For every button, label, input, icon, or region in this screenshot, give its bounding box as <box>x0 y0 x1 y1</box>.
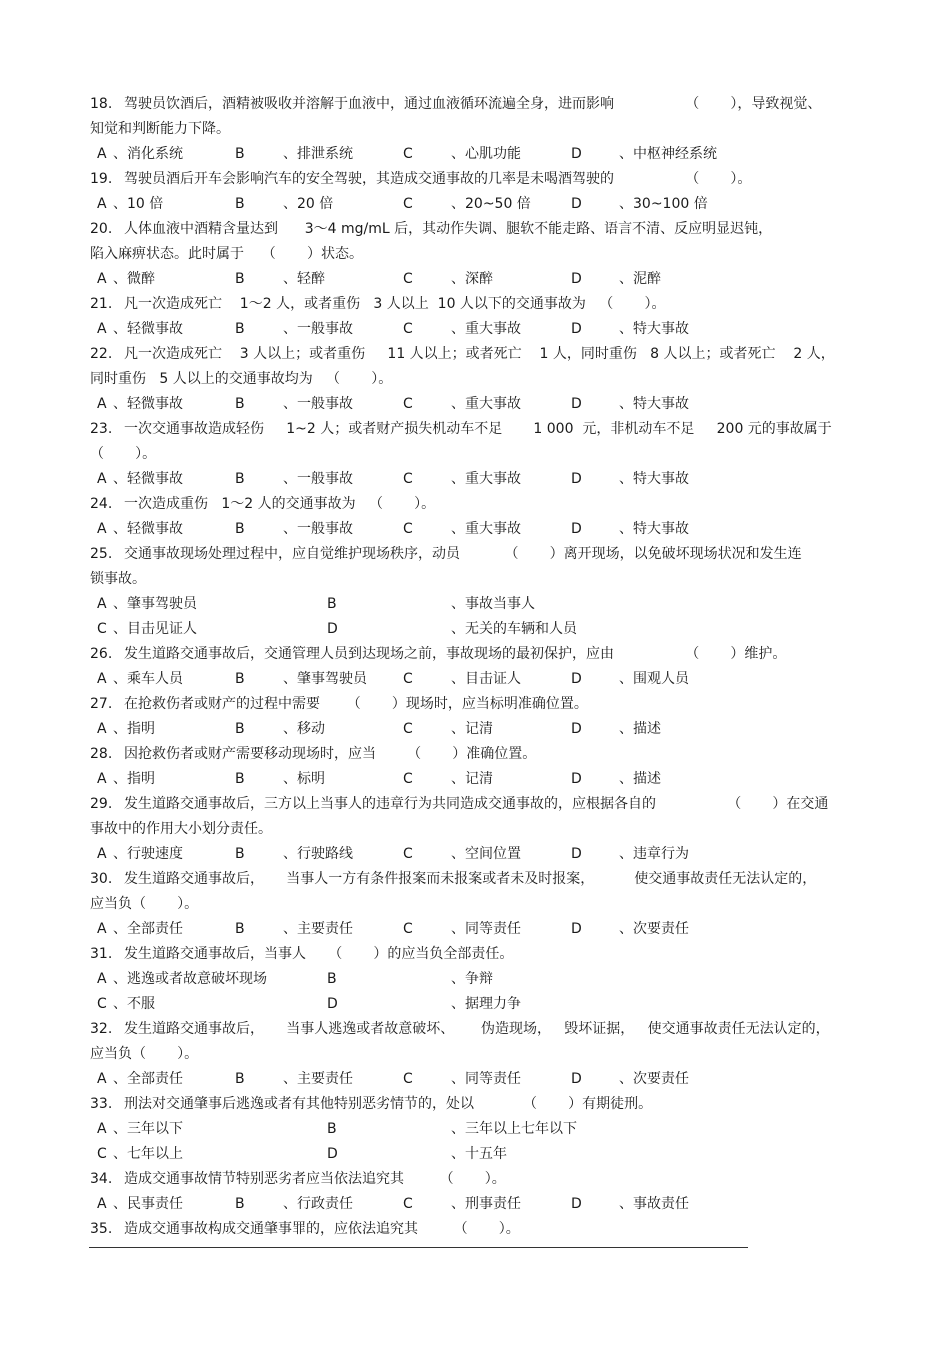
question-text-continued: 陷入麻痹状态。此时属于 （ ）状态。 <box>90 246 363 262</box>
option-d-text: 、特大事故 <box>619 521 689 537</box>
option-b-key: B <box>235 1071 245 1087</box>
question-text: 刑法对交通肇事后逃逸或者有其他特别恶劣情节的，处以 （ ）有期徒刑。 <box>124 1096 653 1112</box>
question-number: 24. <box>90 496 113 512</box>
option-c-text: 、重大事故 <box>451 396 521 412</box>
option-b-key: B <box>235 721 245 737</box>
option-a-text: 、10 倍 <box>113 196 164 212</box>
option-c-key: C <box>403 471 413 487</box>
option-c-text: 、同等责任 <box>451 921 521 937</box>
question-number: 22. <box>90 346 113 362</box>
option-d-key: D <box>327 996 338 1012</box>
option-a-key: A <box>97 396 107 412</box>
option-d-key: D <box>571 521 582 537</box>
option-c-key: C <box>403 321 413 337</box>
question-number: 19. <box>90 171 113 187</box>
option-d-key: D <box>571 396 582 412</box>
option-c-text: 、重大事故 <box>451 521 521 537</box>
question-number: 18. <box>90 96 113 112</box>
option-b-key: B <box>235 846 245 862</box>
option-d-text: 、次要责任 <box>619 1071 689 1087</box>
option-b-key: B <box>235 471 245 487</box>
option-d-key: D <box>571 471 582 487</box>
option-d-key: D <box>571 146 582 162</box>
option-b-key: B <box>235 196 245 212</box>
question-text: 一次造成重伤 1～2 人的交通事故为 （ ）。 <box>124 496 436 512</box>
option-d-key: D <box>571 921 582 937</box>
option-d-text: 、围观人员 <box>619 671 689 687</box>
option-a-key: A <box>97 521 107 537</box>
question-text-continued: 应当负（ ）。 <box>90 896 199 912</box>
question-text: 凡一次造成死亡 3 人以上；或者重伤 11 人以上；或者死亡 1 人，同时重伤 8 人以上；或者死亡 2 人， <box>124 346 835 362</box>
option-c-text: 、同等责任 <box>451 1071 521 1087</box>
bottom-divider <box>89 1247 748 1248</box>
question-text-continued: 知觉和判断能力下降。 <box>90 121 230 137</box>
option-c-text: 、目击见证人 <box>113 621 197 637</box>
option-c-text: 、心肌功能 <box>451 146 521 162</box>
option-a-key: A <box>97 671 107 687</box>
question-number: 30. <box>90 871 113 887</box>
option-d-key: D <box>571 721 582 737</box>
option-d-key: D <box>571 1071 582 1087</box>
option-a-text: 、全部责任 <box>113 1071 183 1087</box>
option-d-text: 、30~100 倍 <box>619 196 708 212</box>
option-b-text: 、三年以上七年以下 <box>451 1121 577 1137</box>
option-c-key: C <box>97 1146 107 1162</box>
question-number: 20. <box>90 221 113 237</box>
option-c-key: C <box>403 846 413 862</box>
question-number: 33. <box>90 1096 113 1112</box>
option-d-text: 、特大事故 <box>619 471 689 487</box>
option-b-key: B <box>235 271 245 287</box>
option-b-text: 、一般事故 <box>283 396 353 412</box>
option-d-text: 、特大事故 <box>619 396 689 412</box>
option-b-text: 、标明 <box>283 771 325 787</box>
option-a-text: 、微醉 <box>113 271 155 287</box>
question-text-continued: 事故中的作用大小划分责任。 <box>90 821 272 837</box>
option-c-key: C <box>403 271 413 287</box>
question-text-continued: 同时重伤 5 人以上的交通事故均为 （ ）。 <box>90 371 393 387</box>
option-c-key: C <box>97 996 107 1012</box>
option-d-text: 、据理力争 <box>451 996 521 1012</box>
option-d-key: D <box>571 196 582 212</box>
option-d-key: D <box>327 1146 338 1162</box>
option-a-text: 、行驶速度 <box>113 846 183 862</box>
option-b-key: B <box>235 1196 245 1212</box>
option-b-key: B <box>235 321 245 337</box>
option-c-text: 、目击证人 <box>451 671 521 687</box>
option-b-text: 、主要责任 <box>283 1071 353 1087</box>
option-d-text: 、描述 <box>619 721 661 737</box>
option-c-key: C <box>403 1071 413 1087</box>
option-a-text: 、指明 <box>113 721 155 737</box>
option-d-text: 、特大事故 <box>619 321 689 337</box>
option-c-key: C <box>403 146 413 162</box>
option-a-text: 、轻微事故 <box>113 471 183 487</box>
option-a-key: A <box>97 721 107 737</box>
option-c-key: C <box>97 621 107 637</box>
question-text: 因抢救伤者或财产需要移动现场时，应当 （ ）准确位置。 <box>124 746 537 762</box>
option-a-key: A <box>97 146 107 162</box>
option-c-text: 、不服 <box>113 996 155 1012</box>
option-c-key: C <box>403 921 413 937</box>
option-a-key: A <box>97 596 107 612</box>
question-number: 27. <box>90 696 113 712</box>
option-a-key: A <box>97 971 107 987</box>
option-b-key: B <box>327 596 337 612</box>
option-c-key: C <box>403 671 413 687</box>
option-c-key: C <box>403 721 413 737</box>
option-b-key: B <box>327 971 337 987</box>
question-number: 23. <box>90 421 113 437</box>
option-a-text: 、轻微事故 <box>113 321 183 337</box>
option-d-key: D <box>571 1196 582 1212</box>
option-b-key: B <box>327 1121 337 1137</box>
question-text: 交通事故现场处理过程中，应自觉维护现场秩序，动员 （ ）离开现场，以免破坏现场状况和发生连 <box>124 546 802 562</box>
question-text: 人体血液中酒精含量达到 3～4 mg/mL 后，其动作失调、腿软不能走路、语言不清、反应明显迟钝， <box>124 221 773 237</box>
option-a-key: A <box>97 1071 107 1087</box>
option-b-text: 、移动 <box>283 721 325 737</box>
option-b-text: 、排泄系统 <box>283 146 353 162</box>
question-text-continued: 锁事故。 <box>90 571 146 587</box>
option-c-text: 、记清 <box>451 771 493 787</box>
option-d-text: 、事故责任 <box>619 1196 689 1212</box>
question-text: 发生道路交通事故后， 当事人逃逸或者故意破坏、 伪造现场， 毁坏证据， 使交通事故责任无法认定的， <box>124 1021 830 1037</box>
option-b-key: B <box>235 671 245 687</box>
option-d-text: 、描述 <box>619 771 661 787</box>
option-d-key: D <box>571 771 582 787</box>
option-a-text: 、乘车人员 <box>113 671 183 687</box>
option-b-text: 、事故当事人 <box>451 596 535 612</box>
option-a-key: A <box>97 1121 107 1137</box>
option-b-key: B <box>235 146 245 162</box>
option-d-text: 、无关的车辆和人员 <box>451 621 577 637</box>
option-c-text: 、重大事故 <box>451 321 521 337</box>
option-c-text: 、记清 <box>451 721 493 737</box>
option-c-key: C <box>403 1196 413 1212</box>
option-b-text: 、争辩 <box>451 971 493 987</box>
option-a-key: A <box>97 196 107 212</box>
option-d-key: D <box>571 271 582 287</box>
question-text-continued: 应当负（ ）。 <box>90 1046 199 1062</box>
option-d-text: 、泥醉 <box>619 271 661 287</box>
option-d-key: D <box>571 846 582 862</box>
option-c-text: 、七年以上 <box>113 1146 183 1162</box>
option-a-key: A <box>97 1196 107 1212</box>
option-d-text: 、次要责任 <box>619 921 689 937</box>
option-c-text: 、20~50 倍 <box>451 196 531 212</box>
option-a-key: A <box>97 846 107 862</box>
question-number: 32. <box>90 1021 113 1037</box>
question-number: 21. <box>90 296 113 312</box>
option-c-key: C <box>403 771 413 787</box>
option-a-text: 、消化系统 <box>113 146 183 162</box>
question-number: 31. <box>90 946 113 962</box>
option-a-key: A <box>97 471 107 487</box>
option-a-text: 、逃逸或者故意破坏现场 <box>113 971 267 987</box>
option-b-key: B <box>235 771 245 787</box>
option-b-text: 、轻醉 <box>283 271 325 287</box>
option-b-text: 、肇事驾驶员 <box>283 671 367 687</box>
question-number: 35. <box>90 1221 113 1237</box>
option-c-key: C <box>403 396 413 412</box>
question-text: 发生道路交通事故后， 当事人一方有条件报案而未报案或者未及时报案， 使交通事故责任无法认定的， <box>124 871 817 887</box>
option-a-text: 、全部责任 <box>113 921 183 937</box>
option-b-text: 、主要责任 <box>283 921 353 937</box>
option-a-key: A <box>97 921 107 937</box>
option-a-text: 、轻微事故 <box>113 521 183 537</box>
option-a-text: 、民事责任 <box>113 1196 183 1212</box>
option-b-text: 、行政责任 <box>283 1196 353 1212</box>
question-text: 造成交通事故情节特别恶劣者应当依法追究其 （ ）。 <box>124 1171 506 1187</box>
question-number: 25. <box>90 546 113 562</box>
option-a-text: 、轻微事故 <box>113 396 183 412</box>
option-a-key: A <box>97 771 107 787</box>
question-text: 发生道路交通事故后，当事人 （ ）的应当负全部责任。 <box>124 946 514 962</box>
option-b-key: B <box>235 521 245 537</box>
option-d-key: D <box>327 621 338 637</box>
option-a-key: A <box>97 271 107 287</box>
option-c-text: 、深醉 <box>451 271 493 287</box>
option-d-text: 、违章行为 <box>619 846 689 862</box>
question-text: 发生道路交通事故后，三方以上当事人的违章行为共同造成交通事故的，应根据各自的 （ ）在交通 <box>124 796 829 812</box>
option-b-key: B <box>235 396 245 412</box>
question-text: 驾驶员酒后开车会影响汽车的安全驾驶，其造成交通事故的几率是未喝酒驾驶的 （ ）。 <box>124 171 752 187</box>
option-a-text: 、肇事驾驶员 <box>113 596 197 612</box>
question-text: 在抢救伤者或财产的过程中需要 （ ）现场时，应当标明准确位置。 <box>124 696 588 712</box>
option-b-text: 、一般事故 <box>283 521 353 537</box>
question-text: 发生道路交通事故后，交通管理人员到达现场之前，事故现场的最初保护，应由 （ ）维护。 <box>124 646 787 662</box>
option-c-text: 、刑事责任 <box>451 1196 521 1212</box>
question-number: 29. <box>90 796 113 812</box>
option-c-text: 、重大事故 <box>451 471 521 487</box>
option-a-text: 、三年以下 <box>113 1121 183 1137</box>
question-text: 造成交通事故构成交通肇事罪的，应依法追究其 （ ）。 <box>124 1221 520 1237</box>
question-number: 26. <box>90 646 113 662</box>
option-c-text: 、空间位置 <box>451 846 521 862</box>
option-b-key: B <box>235 921 245 937</box>
option-d-text: 、中枢神经系统 <box>619 146 717 162</box>
option-b-text: 、行驶路线 <box>283 846 353 862</box>
option-b-text: 、20 倍 <box>283 196 334 212</box>
option-d-text: 、十五年 <box>451 1146 507 1162</box>
option-a-key: A <box>97 321 107 337</box>
question-text: 凡一次造成死亡 1～2 人，或者重伤 3 人以上 10 人以下的交通事故为 （ ）。 <box>124 296 666 312</box>
option-d-key: D <box>571 321 582 337</box>
option-c-key: C <box>403 196 413 212</box>
question-text: 一次交通事故造成轻伤 1~2 人；或者财产损失机动车不足 1 000 元，非机动车不足 200 元的事故属于 <box>124 421 832 437</box>
question-text-continued: （ ）。 <box>90 446 157 462</box>
question-number: 28. <box>90 746 113 762</box>
option-b-text: 、一般事故 <box>283 471 353 487</box>
question-text: 驾驶员饮酒后，酒精被吸收并溶解于血液中，通过血液循环流遍全身，进而影响 （ ），导致视觉、 <box>124 96 822 112</box>
option-d-key: D <box>571 671 582 687</box>
option-b-text: 、一般事故 <box>283 321 353 337</box>
option-a-text: 、指明 <box>113 771 155 787</box>
option-c-key: C <box>403 521 413 537</box>
question-number: 34. <box>90 1171 113 1187</box>
